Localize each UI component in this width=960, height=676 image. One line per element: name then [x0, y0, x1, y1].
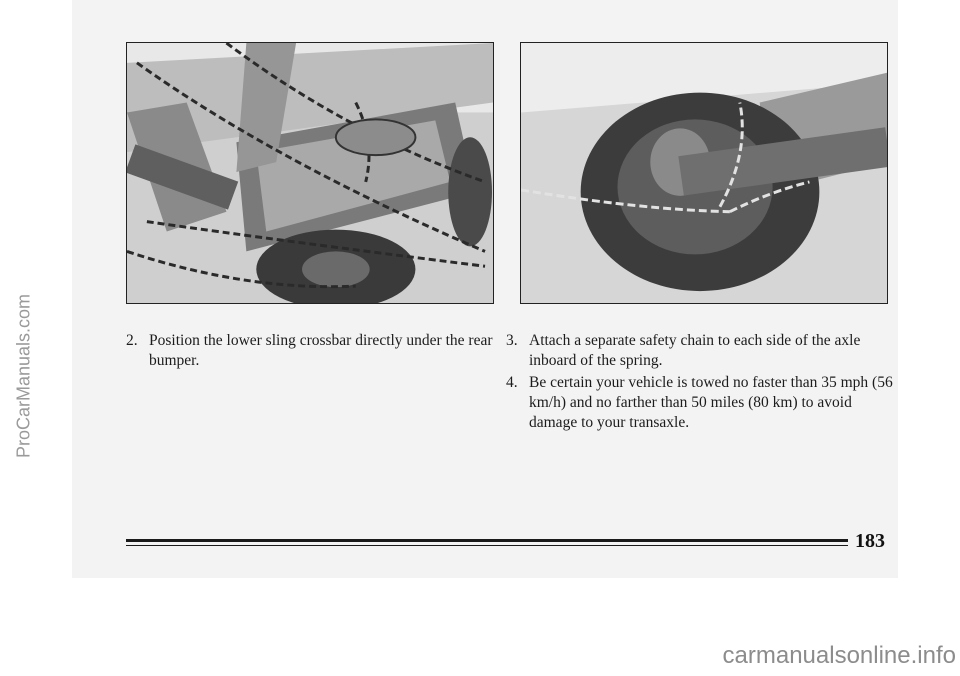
side-watermark	[12, 206, 36, 546]
step-number: 4.	[506, 374, 518, 391]
sling-crossbar-illustration	[126, 42, 494, 304]
instruction-step-4	[506, 373, 896, 433]
instruction-step-3	[506, 331, 881, 371]
step-text: Attach a separate safety chain to each side of the axle inboard of the spring.	[529, 332, 861, 369]
step-text: Be certain your vehicle is towed no faster than 35 mph (56 km/h) and no farther than 50 miles (80 km) to avoid damage to your transaxle.	[529, 374, 893, 431]
bottom-watermark: carmanualsonline.info	[722, 642, 956, 669]
side-watermark-text: ProCarManuals.com	[13, 293, 34, 459]
step-text: Position the lower sling crossbar directly under the rear bumper.	[149, 332, 493, 369]
step-number: 3.	[506, 332, 518, 349]
page-number: 183	[855, 530, 885, 552]
footer-rule-thin	[126, 545, 848, 546]
safety-chain-illustration	[520, 42, 888, 304]
footer-rule	[126, 539, 848, 542]
step-number: 2.	[126, 332, 138, 349]
instruction-step-2	[126, 331, 494, 371]
